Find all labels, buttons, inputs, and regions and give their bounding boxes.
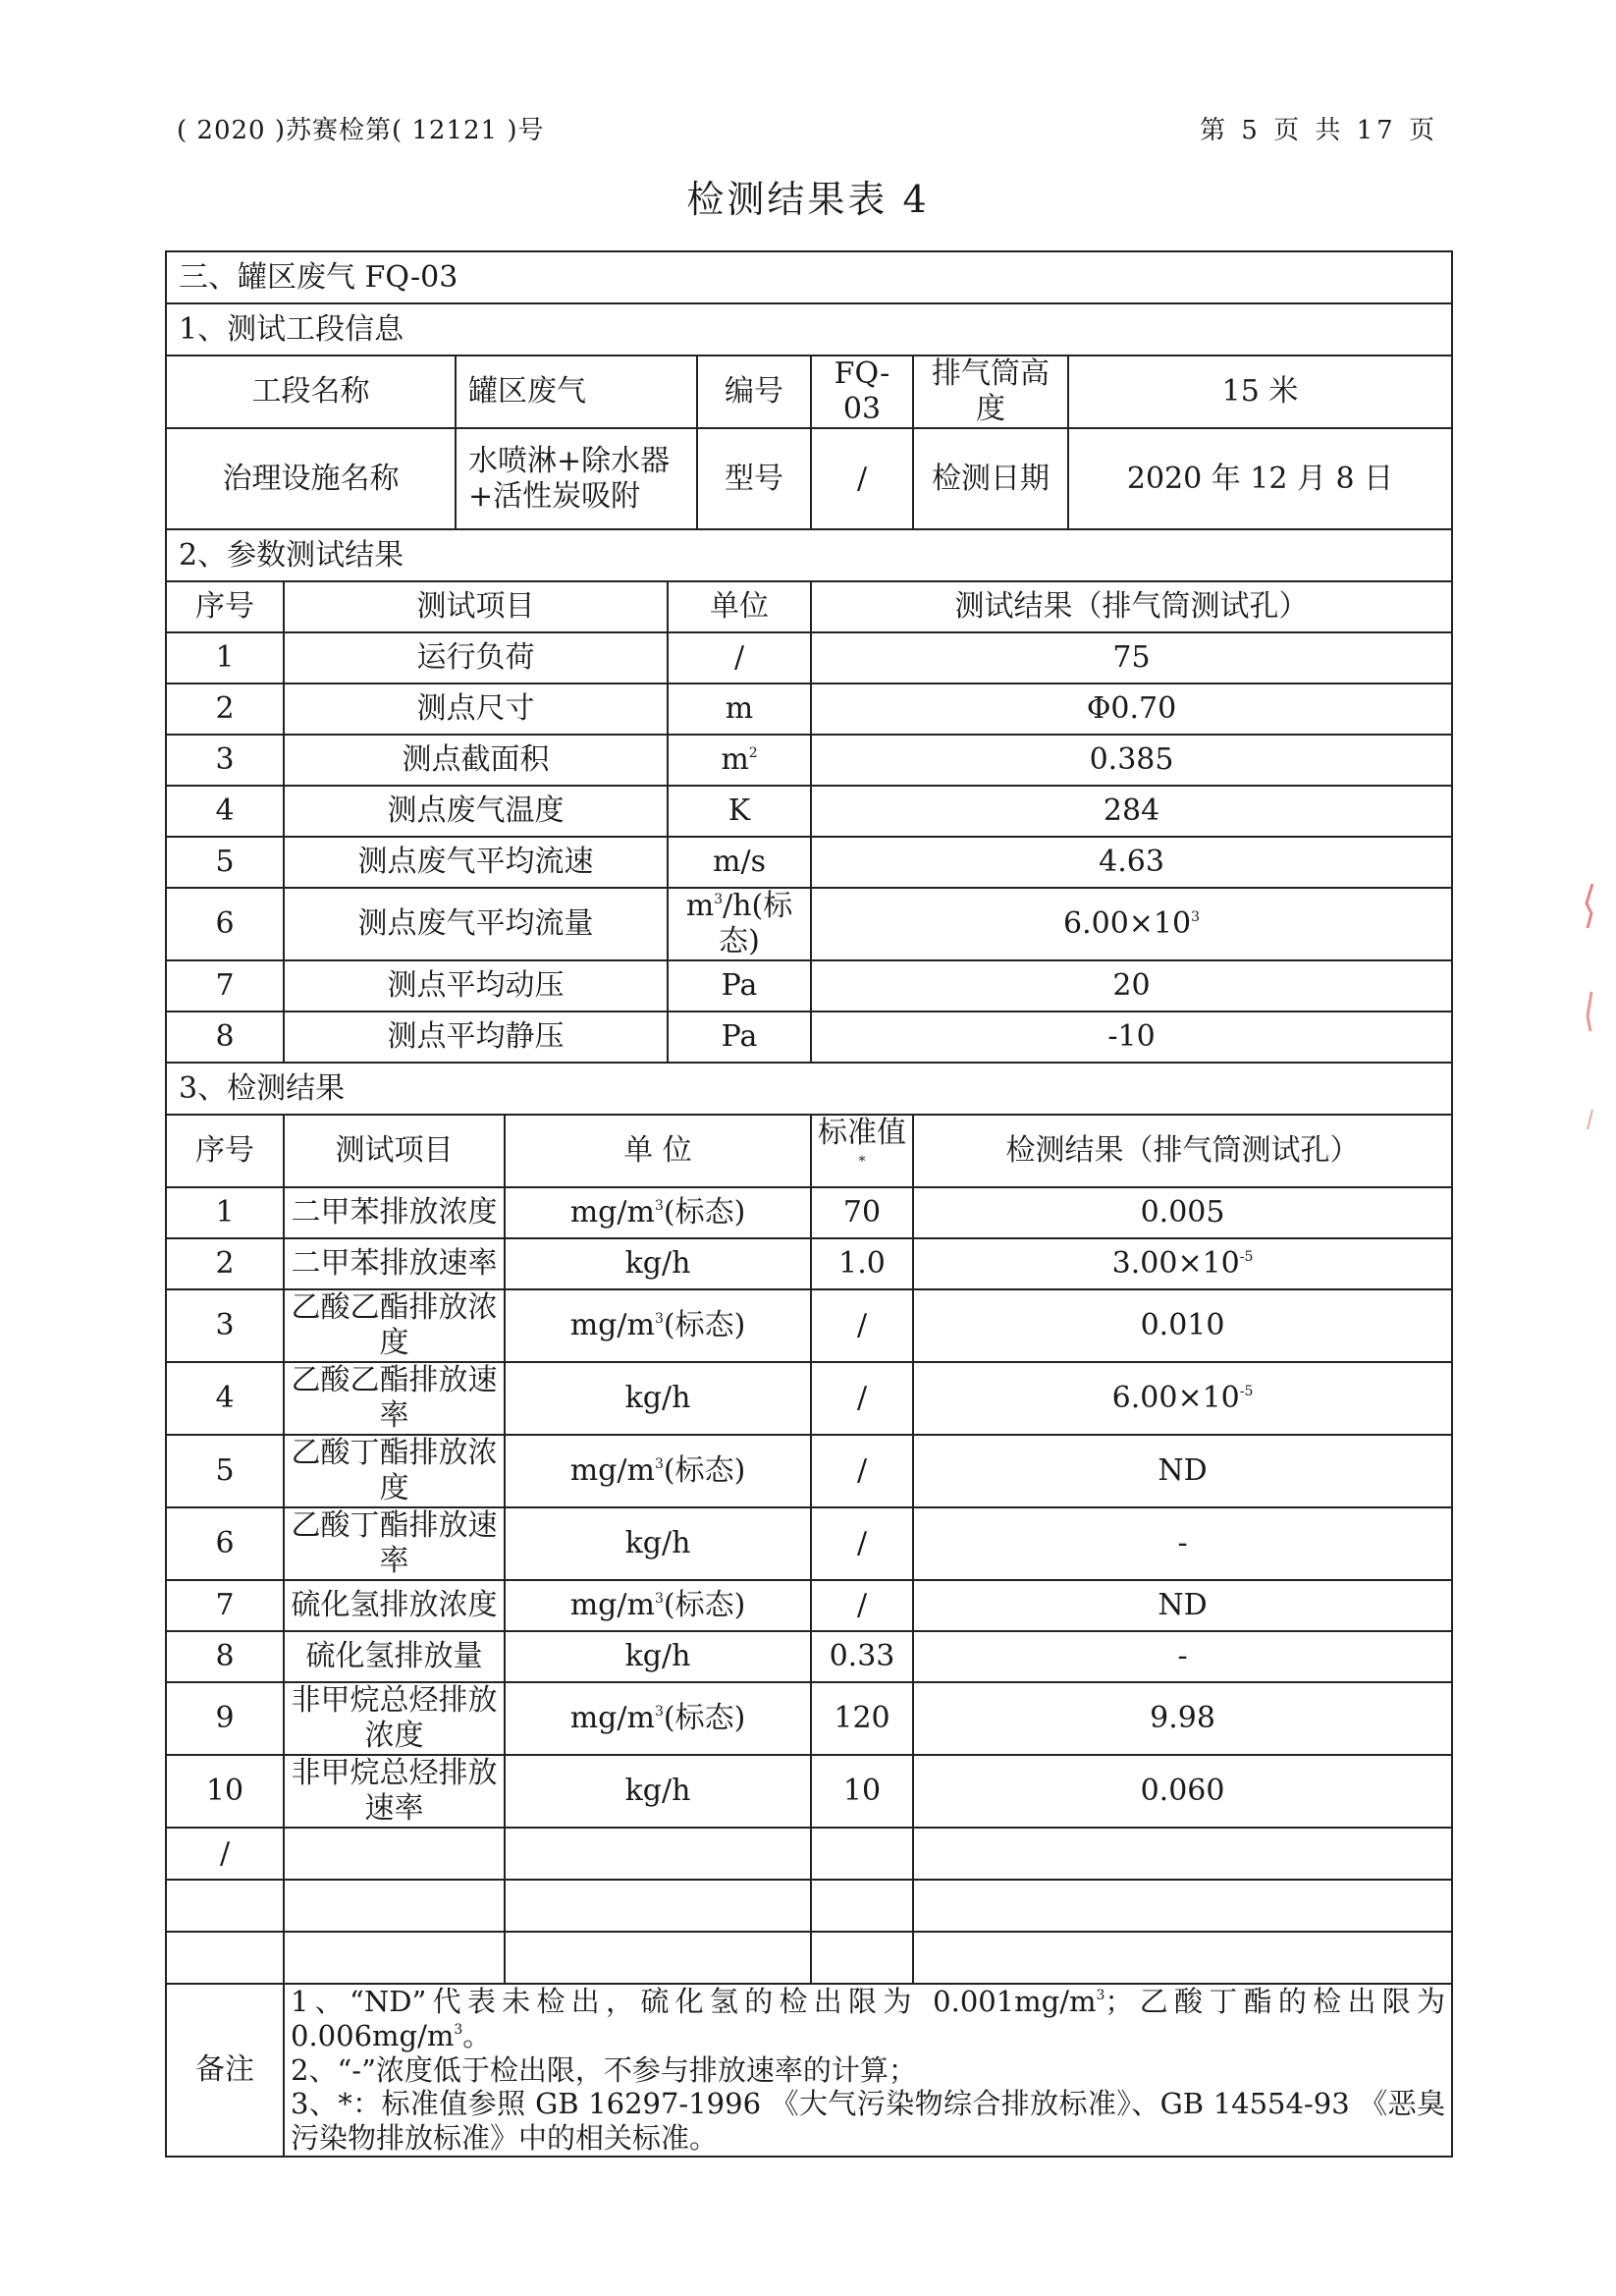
row-item: 非甲烷总烃排放浓度 [284, 1682, 505, 1755]
row-unit: kg/h [505, 1631, 811, 1682]
row-result: $6.00\times 10^{-5}$ [913, 1362, 1452, 1435]
row-item: 测点废气温度 [284, 786, 668, 837]
facility-value: 水喷淋+除水器+活性炭吸附 [456, 428, 697, 529]
col-result: 检测结果（排气筒测试孔） [913, 1115, 1452, 1187]
row-number: 5 [166, 837, 284, 888]
results-heading: 3、检测结果 [166, 1063, 1452, 1115]
label-stack-height: 排气筒高度 [913, 355, 1068, 428]
param-row [166, 786, 1452, 837]
row-item: 二甲苯排放浓度 [284, 1187, 505, 1238]
empty-marker: / [166, 1828, 284, 1880]
row-result: 75 [811, 632, 1452, 683]
row-result: 284 [811, 786, 1452, 837]
stack-height-value: 15 米 [1068, 355, 1452, 428]
params-heading: 2、参数测试结果 [166, 529, 1452, 581]
row-result: $3.00\times 10^{-5}$ [913, 1238, 1452, 1289]
col-result: 测试结果（排气筒测试孔） [811, 581, 1452, 632]
row-item: 二甲苯排放速率 [284, 1238, 505, 1289]
info-row-2 [166, 428, 1452, 529]
row-result: 0.005 [913, 1187, 1452, 1238]
row-result: 0.060 [913, 1755, 1452, 1828]
row-item: 乙酸乙酯排放浓度 [284, 1289, 505, 1362]
result-row [166, 1289, 1452, 1362]
remark-1: 1、“ND”代表未检出，硫化氢的检出限为 $0.001mg/m^3$；乙酸丁酯的检出限为 $0.006mg/m^3$。 [291, 1985, 1446, 2052]
row-number: 1 [166, 1187, 284, 1238]
row-result: 20 [811, 960, 1452, 1011]
row-result: 0.385 [811, 735, 1452, 786]
info-heading: 1、测试工段信息 [166, 303, 1452, 355]
info-row-1 [166, 355, 1452, 428]
row-number: 4 [166, 1362, 284, 1435]
empty-row [166, 1880, 1452, 1932]
row-item: 乙酸丁酯排放浓度 [284, 1435, 505, 1507]
row-item: 运行负荷 [284, 632, 668, 683]
row-item: 测点废气平均流量 [284, 888, 668, 960]
result-row [166, 1435, 1452, 1507]
empty-row [166, 1828, 1452, 1880]
result-row [166, 1362, 1452, 1435]
row-number: 7 [166, 960, 284, 1011]
remark-3: 3、*：标准值参照 GB 16297-1996 《大气污染物综合排放标准》、GB 14554-93 《恶臭污染物排放标准》中的相关标准。 [291, 2087, 1446, 2156]
label-code: 编号 [697, 355, 811, 428]
col-unit: 单位 [668, 581, 811, 632]
param-row [166, 632, 1452, 683]
row-result: - [913, 1507, 1452, 1580]
row-number: 8 [166, 1631, 284, 1682]
row-number: 6 [166, 1507, 284, 1580]
row-unit: $m^2$ [668, 735, 811, 786]
row-standard: 10 [811, 1755, 913, 1828]
results-header [166, 1115, 1452, 1187]
row-item: 乙酸丁酯排放速率 [284, 1507, 505, 1580]
row-standard: 120 [811, 1682, 913, 1755]
row-number: 2 [166, 683, 284, 735]
row-unit: / [668, 632, 811, 683]
row-number: 7 [166, 1580, 284, 1631]
row-standard: / [811, 1362, 913, 1435]
remarks-row [166, 1984, 1452, 2157]
row-number: 3 [166, 735, 284, 786]
col-standard [811, 1115, 913, 1187]
row-number: 6 [166, 888, 284, 960]
section-name-value: 罐区废气 [456, 355, 697, 428]
row-number: 8 [166, 1011, 284, 1063]
row-standard: / [811, 1507, 913, 1580]
param-row [166, 1011, 1452, 1063]
col-item: 测试项目 [284, 581, 668, 632]
row-standard: / [811, 1580, 913, 1631]
standard-mark: * [858, 1154, 866, 1170]
row-item: 非甲烷总烃排放速率 [284, 1755, 505, 1828]
label-facility: 治理设施名称 [166, 428, 456, 529]
col-item: 测试项目 [284, 1115, 505, 1187]
label-date: 检测日期 [913, 428, 1068, 529]
row-unit: K [668, 786, 811, 837]
col-unit: 单 位 [505, 1115, 811, 1187]
result-row [166, 1580, 1452, 1631]
row-standard: 70 [811, 1187, 913, 1238]
label-section-name: 工段名称 [166, 355, 456, 428]
row-unit: kg/h [505, 1362, 811, 1435]
row-unit: kg/h [505, 1755, 811, 1828]
row-result: 4.63 [811, 837, 1452, 888]
row-unit: kg/h [505, 1238, 811, 1289]
row-item: 硫化氢排放量 [284, 1631, 505, 1682]
row-item: 测点截面积 [284, 735, 668, 786]
col-standard-label: 标准值 [818, 1116, 906, 1150]
row-item: 测点平均动压 [284, 960, 668, 1011]
seal-edge-mark [1583, 884, 1598, 1139]
row-item: 乙酸乙酯排放速率 [284, 1362, 505, 1435]
row-item: 测点尺寸 [284, 683, 668, 735]
row-result: ND [913, 1580, 1452, 1631]
row-standard: 1.0 [811, 1238, 913, 1289]
code-value: FQ-03 [811, 355, 913, 428]
row-number: 9 [166, 1682, 284, 1755]
row-number: 1 [166, 632, 284, 683]
report-number: ( 2020 )苏赛检第( 12121 )号 [177, 116, 545, 145]
row-unit: kg/h [505, 1507, 811, 1580]
row-item: 测点废气平均流速 [284, 837, 668, 888]
row-number: 3 [166, 1289, 284, 1362]
label-model: 型号 [697, 428, 811, 529]
row-unit: m [668, 683, 811, 735]
result-row [166, 1187, 1452, 1238]
row-result: ND [913, 1435, 1452, 1507]
results-table [165, 250, 1453, 2158]
model-value: / [811, 428, 913, 529]
row-unit: $m^3/h$(标态) [668, 888, 811, 960]
param-row [166, 735, 1452, 786]
result-row [166, 1755, 1452, 1828]
remarks-label: 备注 [166, 1984, 284, 2157]
page-indicator: 第 5 页 共 17 页 [1200, 116, 1438, 145]
param-row [166, 888, 1452, 960]
row-standard: / [811, 1289, 913, 1362]
row-item: 测点平均静压 [284, 1011, 668, 1063]
col-no: 序号 [166, 581, 284, 632]
remark-2: 2、“-”浓度低于检出限，不参与排放速率的计算； [291, 2052, 917, 2087]
row-unit: $mg/m^3$(标态) [505, 1682, 811, 1755]
result-row [166, 1507, 1452, 1580]
section-title: 三、罐区废气 FQ-03 [166, 251, 1452, 303]
row-number: 4 [166, 786, 284, 837]
row-result: Φ0.70 [811, 683, 1452, 735]
row-result: - [913, 1631, 1452, 1682]
row-unit: Pa [668, 960, 811, 1011]
row-standard: 0.33 [811, 1631, 913, 1682]
empty-row [166, 1932, 1452, 1984]
result-row [166, 1631, 1452, 1682]
result-row [166, 1238, 1452, 1289]
row-number: 10 [166, 1755, 284, 1828]
row-result: 0.010 [913, 1289, 1452, 1362]
result-row [166, 1682, 1452, 1755]
row-unit: Pa [668, 1011, 811, 1063]
row-unit: $mg/m^3$(标态) [505, 1187, 811, 1238]
row-result: -10 [811, 1011, 1452, 1063]
col-no: 序号 [166, 1115, 284, 1187]
row-unit: $mg/m^3$(标态) [505, 1435, 811, 1507]
row-number: 5 [166, 1435, 284, 1507]
row-item: 硫化氢排放浓度 [284, 1580, 505, 1631]
row-unit: $mg/m^3$(标态) [505, 1580, 811, 1631]
param-row [166, 683, 1452, 735]
page-title: 检测结果表 4 [686, 178, 930, 221]
row-result: 9.98 [913, 1682, 1452, 1755]
row-unit: $mg/m^3$(标态) [505, 1289, 811, 1362]
row-standard: / [811, 1435, 913, 1507]
row-number: 2 [166, 1238, 284, 1289]
params-header [166, 581, 1452, 632]
row-result: $6.00\times 10^3$ [811, 888, 1452, 960]
remarks-content [284, 1984, 1452, 2157]
param-row [166, 837, 1452, 888]
date-value: 2020 年 12 月 8 日 [1068, 428, 1452, 529]
param-row [166, 960, 1452, 1011]
row-unit: m/s [668, 837, 811, 888]
